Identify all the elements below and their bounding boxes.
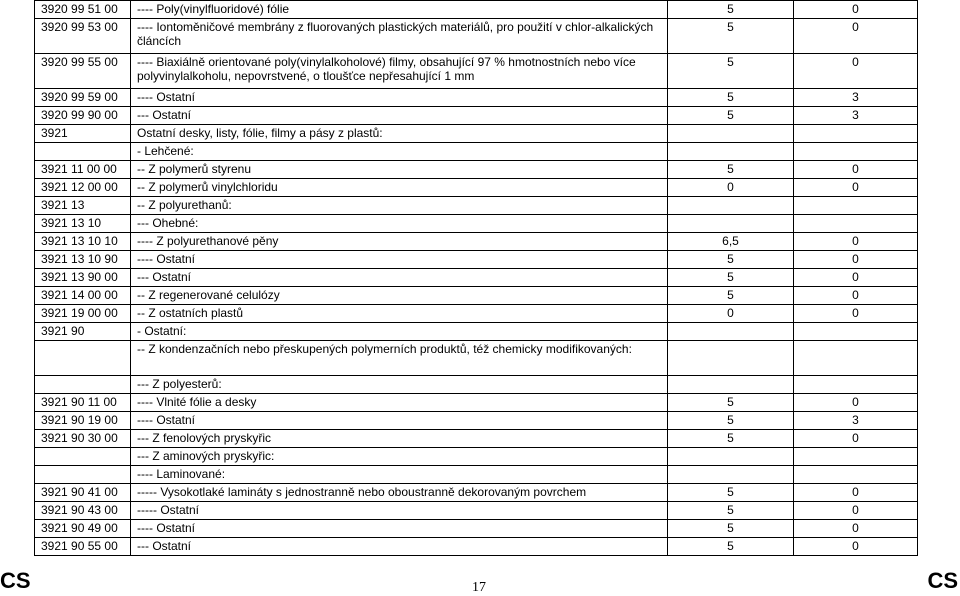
description: - Ostatní: [131, 323, 668, 341]
description: ----- Ostatní [131, 502, 668, 520]
cn-code: 3921 90 11 00 [35, 394, 131, 412]
rate-2: 0 [794, 484, 918, 502]
table-row [35, 54, 918, 89]
cn-code: 3920 99 59 00 [35, 89, 131, 107]
rate-2: 3 [794, 107, 918, 125]
footer-language-code-left: CS [0, 568, 31, 593]
rate-1: 5 [668, 251, 794, 269]
cn-code: 3921 90 30 00 [35, 430, 131, 448]
cn-code: 3921 12 00 00 [35, 179, 131, 197]
description: --- Z fenolových pryskyřic [131, 430, 668, 448]
description: ---- Ostatní [131, 89, 668, 107]
rate-1 [668, 197, 794, 215]
description: Ostatní desky, listy, fólie, filmy a pásy z plastů: [131, 125, 668, 143]
rate-2: 0 [794, 269, 918, 287]
table-row [35, 233, 918, 251]
rate-2 [794, 448, 918, 466]
description: --- Ostatní [131, 107, 668, 125]
table-row [35, 394, 918, 412]
rate-2: 0 [794, 233, 918, 251]
description: ---- Z polyurethanové pěny [131, 233, 668, 251]
cn-code: 3921 13 10 90 [35, 251, 131, 269]
cn-code [35, 376, 131, 394]
table-row [35, 19, 918, 54]
description: -- Z polyurethanů: [131, 197, 668, 215]
table-row [35, 538, 918, 556]
rate-1: 0 [668, 305, 794, 323]
cn-code: 3921 13 10 10 [35, 233, 131, 251]
rate-1 [668, 143, 794, 161]
cn-code: 3921 90 55 00 [35, 538, 131, 556]
description: ---- Laminované: [131, 466, 668, 484]
cn-code: 3921 13 10 [35, 215, 131, 233]
table-row [35, 430, 918, 448]
footer-language-code-right: CS [927, 568, 958, 593]
rate-2: 0 [794, 394, 918, 412]
rate-2: 0 [794, 19, 918, 54]
rate-2: 0 [794, 161, 918, 179]
rate-2: 0 [794, 305, 918, 323]
rate-2 [794, 341, 918, 376]
cn-code: 3921 11 00 00 [35, 161, 131, 179]
table-row [35, 179, 918, 197]
rate-1: 5 [668, 269, 794, 287]
rate-1 [668, 448, 794, 466]
table-row [35, 305, 918, 323]
description: ---- Ostatní [131, 251, 668, 269]
table-row [35, 89, 918, 107]
rate-2: 0 [794, 538, 918, 556]
table-row [35, 466, 918, 484]
rate-1 [668, 323, 794, 341]
rate-2: 0 [794, 1, 918, 19]
table-row [35, 197, 918, 215]
cn-code [35, 466, 131, 484]
description: ----- Vysokotlaké lamináty s jednostranně nebo oboustranně dekorovaným povrchem [131, 484, 668, 502]
rate-1: 5 [668, 1, 794, 19]
description: -- Z polymerů styrenu [131, 161, 668, 179]
table-row [35, 251, 918, 269]
description: ---- Poly(vinylfluoridové) fólie [131, 1, 668, 19]
table-row [35, 143, 918, 161]
cn-code: 3921 90 41 00 [35, 484, 131, 502]
table-row [35, 448, 918, 466]
table-row [35, 161, 918, 179]
rate-1: 5 [668, 19, 794, 54]
rate-1: 5 [668, 430, 794, 448]
description: --- Ostatní [131, 538, 668, 556]
table-row [35, 341, 918, 376]
description: ---- Vlnité fólie a desky [131, 394, 668, 412]
rate-1: 5 [668, 54, 794, 89]
description: -- Z kondenzačních nebo přeskupených polymerních produktů, též chemicky modifikovaných: [131, 341, 668, 376]
rate-2: 3 [794, 89, 918, 107]
rate-1: 5 [668, 520, 794, 538]
rate-1: 5 [668, 287, 794, 305]
rate-2: 0 [794, 502, 918, 520]
rate-2: 3 [794, 412, 918, 430]
description: --- Ostatní [131, 269, 668, 287]
rate-1 [668, 466, 794, 484]
description: ---- Iontoměničové membrány z fluorovaných plastických materiálů, pro použití v chlor-alkalických článcích [131, 19, 668, 54]
rate-1 [668, 125, 794, 143]
rate-2: 0 [794, 287, 918, 305]
rate-2 [794, 197, 918, 215]
table-row [35, 412, 918, 430]
description: - Lehčené: [131, 143, 668, 161]
rate-1: 0 [668, 179, 794, 197]
rate-2: 0 [794, 251, 918, 269]
rate-2: 0 [794, 520, 918, 538]
cn-code: 3920 99 51 00 [35, 1, 131, 19]
description: --- Ohebné: [131, 215, 668, 233]
description: ---- Ostatní [131, 520, 668, 538]
rate-2: 0 [794, 179, 918, 197]
tariff-table-body [35, 1, 918, 556]
cn-code: 3921 90 49 00 [35, 520, 131, 538]
table-row [35, 376, 918, 394]
rate-2 [794, 323, 918, 341]
rate-1 [668, 376, 794, 394]
rate-1: 5 [668, 484, 794, 502]
rate-2 [794, 466, 918, 484]
cn-code: 3921 19 00 00 [35, 305, 131, 323]
cn-code: 3921 14 00 00 [35, 287, 131, 305]
rate-2 [794, 125, 918, 143]
rate-1: 5 [668, 107, 794, 125]
rate-2 [794, 215, 918, 233]
cn-code: 3921 [35, 125, 131, 143]
table-row [35, 287, 918, 305]
tariff-table [34, 0, 918, 556]
rate-1: 5 [668, 89, 794, 107]
rate-2 [794, 376, 918, 394]
table-row [35, 323, 918, 341]
description: --- Z polyesterů: [131, 376, 668, 394]
table-row [35, 502, 918, 520]
table-row [35, 107, 918, 125]
rate-1: 5 [668, 412, 794, 430]
rate-1 [668, 341, 794, 376]
description: --- Z aminových pryskyřic: [131, 448, 668, 466]
rate-1: 5 [668, 538, 794, 556]
description: -- Z regenerované celulózy [131, 287, 668, 305]
rate-2: 0 [794, 430, 918, 448]
cn-code: 3920 99 90 00 [35, 107, 131, 125]
rate-1 [668, 215, 794, 233]
rate-1: 6,5 [668, 233, 794, 251]
cn-code: 3921 13 90 00 [35, 269, 131, 287]
description: ---- Biaxiálně orientované poly(vinylalkoholové) filmy, obsahující 97 % hmotnostních nebo více polyvinylalkoholu, nepovrstvené, o tloušťce nepřesahující 1 mm [131, 54, 668, 89]
rate-1: 5 [668, 394, 794, 412]
cn-code: 3921 13 [35, 197, 131, 215]
table-row [35, 269, 918, 287]
table-row [35, 484, 918, 502]
rate-2: 0 [794, 54, 918, 89]
rate-1: 5 [668, 161, 794, 179]
description: -- Z ostatních plastů [131, 305, 668, 323]
page-number: 17 [472, 580, 486, 595]
rate-2 [794, 143, 918, 161]
cn-code: 3921 90 [35, 323, 131, 341]
rate-1: 5 [668, 502, 794, 520]
cn-code: 3921 90 19 00 [35, 412, 131, 430]
table-row [35, 1, 918, 19]
description: ---- Ostatní [131, 412, 668, 430]
cn-code: 3920 99 53 00 [35, 19, 131, 54]
cn-code: 3921 90 43 00 [35, 502, 131, 520]
cn-code [35, 341, 131, 376]
table-row [35, 215, 918, 233]
table-row [35, 125, 918, 143]
cn-code [35, 448, 131, 466]
description: -- Z polymerů vinylchloridu [131, 179, 668, 197]
cn-code [35, 143, 131, 161]
cn-code: 3920 99 55 00 [35, 54, 131, 89]
table-row [35, 520, 918, 538]
